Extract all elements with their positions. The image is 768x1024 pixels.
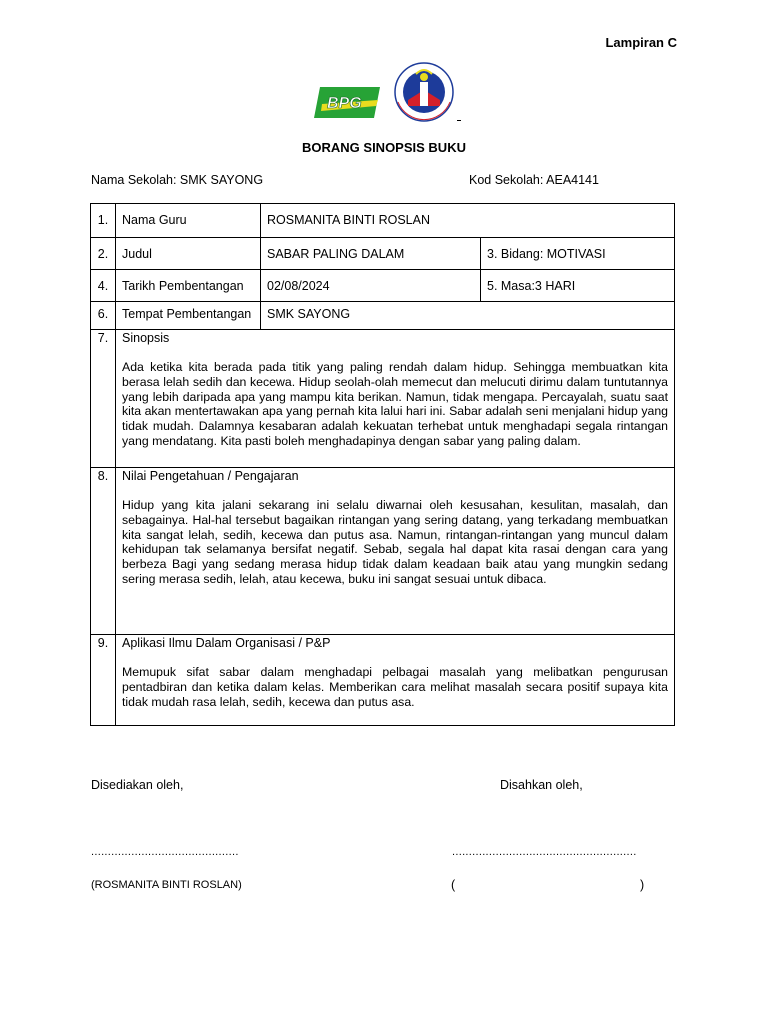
row-label: Judul bbox=[116, 238, 261, 270]
table-row bbox=[91, 204, 675, 238]
application-text: Memupuk sifat sabar dalam menghadapi pelbagai masalah yang melibatkan pengurusan pentadbiran dan ketika dalam kelas. Memberikan cara melihat masalah secara positif supaya kita tidak mudah rasa lelah, sedih, kecewa dan putus asa. bbox=[122, 665, 668, 709]
table-row bbox=[91, 468, 675, 635]
values-text: Hidup yang kita jalani sekarang ini selalu diwarnai oleh kesusahan, kesulitan, masalah, dan sebagainya. Hal-hal tersebut bagaikan rintangan yang sering datang, yang terkadang membuatkan kita sangat lelah, sedih, kecewa dan putus asa. Namun, rintangan-rintangan yang muncul dalam kehidupan tak selamanya bersifat negatif. Sebab, segala hal dapat kita rasai dengan cara yang berbeza Bagi yang sedang merasa hidup tidak dalam keadaan baik atau yang mungkin sedang sering merasa sedih, lelah, atau kecewa, buku ini sangat sesuai untuk dibaca. bbox=[122, 498, 668, 586]
row-label: Tarikh Pembentangan bbox=[116, 270, 261, 302]
table-row bbox=[91, 302, 675, 330]
row-number: 7. bbox=[91, 330, 116, 468]
signature-line-left: ............................................ bbox=[91, 846, 239, 858]
logos-svg bbox=[312, 62, 462, 124]
synopsis-text: Ada ketika kita berada pada titik yang paling rendah dalam hidup. Sehingga membuatkan kita berasa lelah sedih dan kecewa. Hidup seolah-olah memecut dan melucuti dirimu dalam tuntutannya yang lebih daripada apa yang mampu kita berikan. Namun, tidak mengapa. Percayalah, suatu saat kita akan mentertawakan apa yang pernah kita lalui hari ini. Sabar adalah seni menjalani hidup yang tidak mudah. Dalamnya kesabaran adalah kekuatan terhebat untuk menghadapi segala rintangan yang mendatang. Kita pasti boleh menghadapinya dengan sabar yang paling dalam. bbox=[122, 360, 668, 448]
table-row bbox=[91, 635, 675, 726]
synopsis-table bbox=[90, 203, 675, 726]
section-heading: Aplikasi Ilmu Dalam Organisasi / P&P bbox=[122, 636, 331, 650]
row-number: 6. bbox=[91, 302, 116, 330]
prepared-by-label: Disediakan oleh, bbox=[91, 778, 184, 792]
venue-value: SMK SAYONG bbox=[261, 302, 675, 330]
bpg-logo-text: BPG bbox=[327, 95, 362, 112]
row-number: 8. bbox=[91, 468, 116, 635]
section-heading: Nilai Pengetahuan / Pengajaran bbox=[122, 469, 299, 483]
signature-line-right: ....................................................... bbox=[452, 846, 637, 858]
form-title: BORANG SINOPSIS BUKU bbox=[302, 140, 466, 155]
table-row bbox=[91, 270, 675, 302]
row-label: Tempat Pembentangan bbox=[116, 302, 261, 330]
section-heading: Sinopsis bbox=[122, 331, 170, 345]
row-number: 1. bbox=[91, 204, 116, 238]
values-section bbox=[116, 468, 675, 635]
attachment-label: Lampiran C bbox=[605, 35, 677, 50]
synopsis-section bbox=[116, 330, 675, 468]
school-code: Kod Sekolah: AEA4141 bbox=[469, 173, 599, 187]
approver-paren-open: ( bbox=[451, 878, 456, 892]
ministry-emblem bbox=[395, 63, 453, 121]
table-row bbox=[91, 330, 675, 468]
table-row bbox=[91, 238, 675, 270]
row-number: 9. bbox=[91, 635, 116, 726]
row-number: 4. bbox=[91, 270, 116, 302]
approver-paren-close: ) bbox=[640, 878, 645, 892]
row-number: 2. bbox=[91, 238, 116, 270]
teacher-name-value: ROSMANITA BINTI ROSLAN bbox=[261, 204, 675, 238]
date-value: 02/08/2024 bbox=[261, 270, 481, 302]
application-section bbox=[116, 635, 675, 726]
logo-group bbox=[312, 62, 462, 124]
field-value: 3. Bidang: MOTIVASI bbox=[481, 238, 675, 270]
approved-by-label: Disahkan oleh, bbox=[500, 778, 583, 792]
title-value: SABAR PALING DALAM bbox=[261, 238, 481, 270]
row-label: Nama Guru bbox=[116, 204, 261, 238]
signer-name: (ROSMANITA BINTI ROSLAN) bbox=[91, 879, 242, 891]
school-name: Nama Sekolah: SMK SAYONG bbox=[91, 173, 264, 187]
bpg-logo bbox=[314, 87, 380, 118]
duration-value: 5. Masa:3 HARI bbox=[481, 270, 675, 302]
